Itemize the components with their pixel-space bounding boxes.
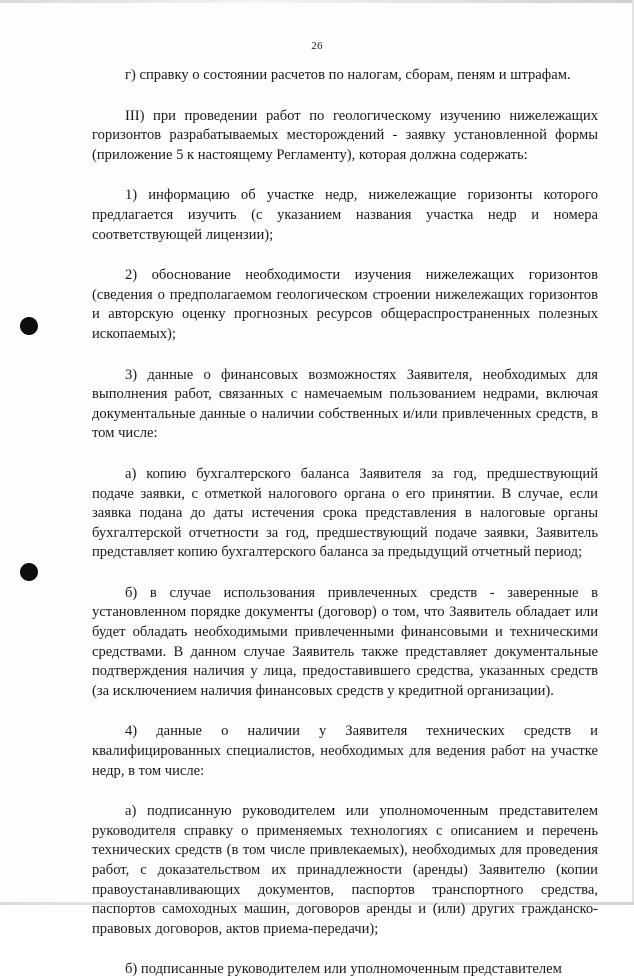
paragraph-4-technical-means: 4) данные о наличии у Заявителя технических средств и квалифицированных специалистов, необходимых для ведения работ на участке недр, в том числе: [92,723,598,779]
paragraph-1-subsoil-info: 1) информацию об участке недр, нижележащие горизонты которого предлагается изучить (с указанием названия участка недр и номера соответствующей лицензии); [92,187,598,243]
paragraph-2-justification: 2) обоснование необходимости изучения нижележащих горизонтов (сведения о предполагаемом геологическом строении нижележащих горизонтов и авторскую оценку прогнозных ресурсов общераспространенных полезных ископаемых); [92,267,598,342]
punch-hole-mark [20,317,38,335]
page-number: 26 [311,40,323,52]
paragraph-4b-signed-documents: б) подписанные руководителем или уполномоченным представителем [125,961,562,978]
paragraph-g-tax-certificate: г) справку о состоянии расчетов по налогам, сборам, пеням и штрафам. [125,67,571,83]
paragraph-3a-balance-sheet: а) копию бухгалтерского баланса Заявителя за год, предшествующий подаче заявки, с отметкой налогового органа о его принятии. В случае, если заявка подана до даты истечения срока представления в налоговые органы бухгалтерской отчетности за год, предшествующий подаче заявки, Заявитель представляет копию бухгалтерского баланса за предыдущий отчетный период; [92,465,598,561]
paragraph-4a-technology-certificate: а) подписанную руководителем или уполномоченным представителем руководителя справку о применяемых технологиях с описанием и перечень технических средств (в том числе привлекаемых), необходимых для проведения работ, с доказательством их принадлежности (аренды) Заявителю (копии правоустанавливающих документов, паспортов транспортного средства, паспортов самоходных машин, договоров аренды и (или) других гражданско-правовых договоров, актов приема-передачи); [92,803,598,937]
paragraph-3-financial-data: 3) данные о финансовых возможностях Заявителя, необходимых для выполнения работ, связанных с намечаемым пользованием недрами, включая документальные данные о наличии собственных и/или привлеченных средств, в том числе: [92,366,598,442]
paragraph-iii-application: III) при проведении работ по геологическому изучению нижележащих горизонтов разрабатываемых месторождений - заявку установленной формы (приложение 5 к настоящему Регламенту), которая должна содержать: [92,107,598,163]
document-body [92,66,598,980]
punch-hole-mark [20,563,38,581]
scan-edge-top [0,0,634,3]
paragraph-3b-borrowed-funds: б) в случае использования привлеченных средств - заверенные в установленном порядке документы (договор) о том, что Заявитель обладает или будет обладать необходимыми привлеченными финансовыми и техническими средствами. В данном случае Заявитель также представляет документальные подтверждения наличия у лица, предоставившего средства, указанных средств (за исключением наличия финансовых средств у кредитной организации). [92,584,598,699]
